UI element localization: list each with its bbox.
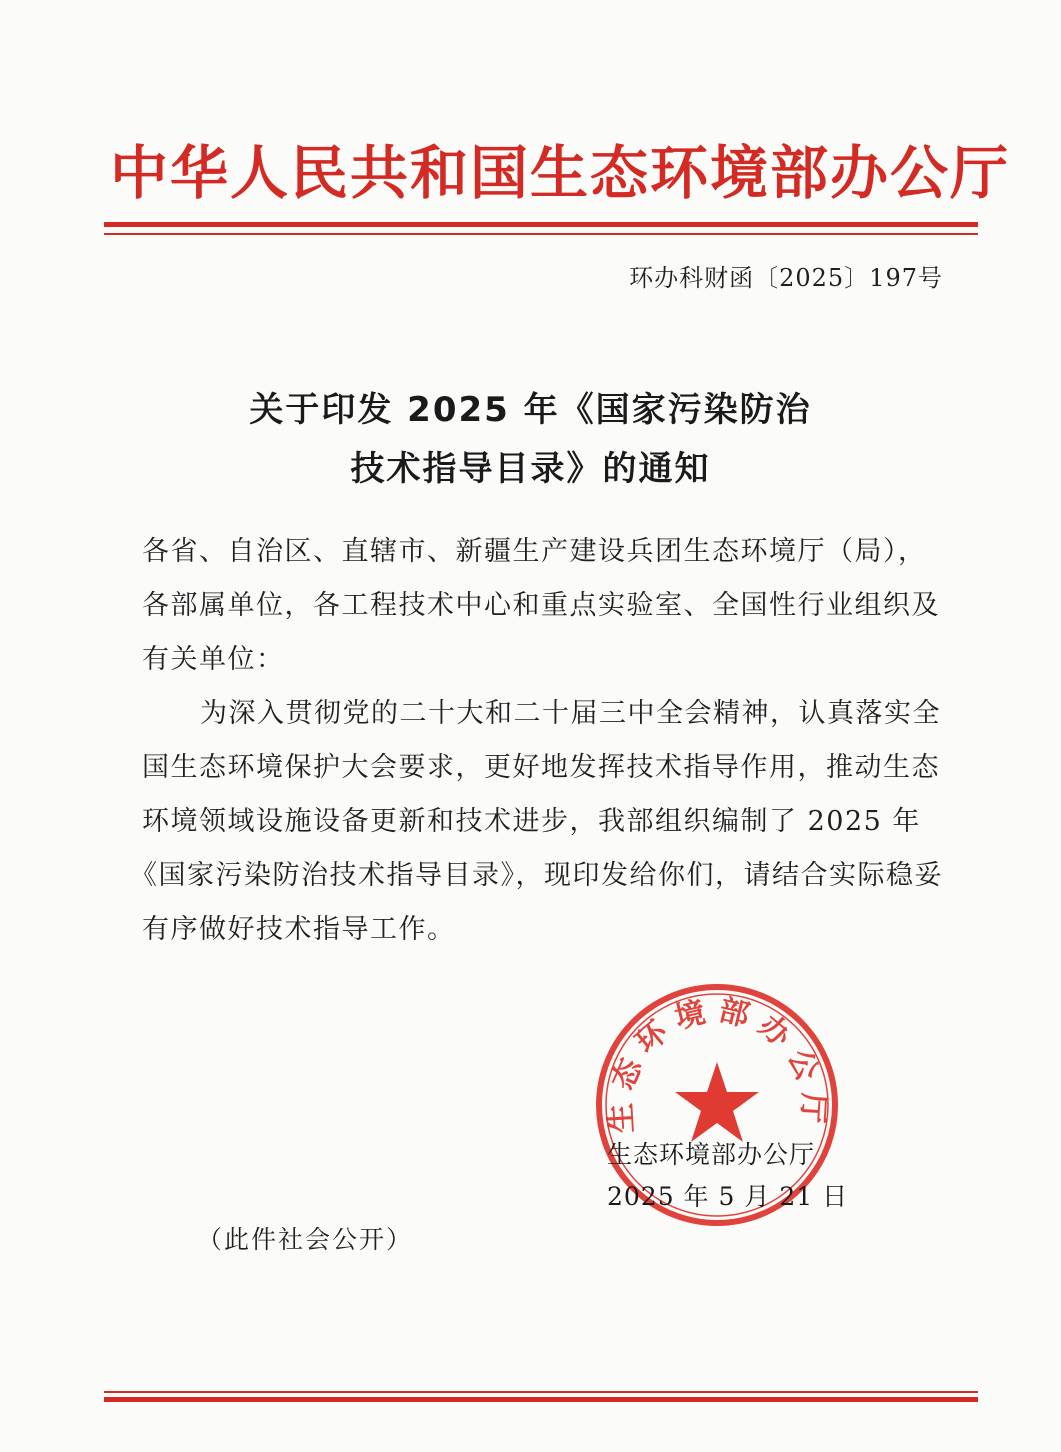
header-rule-thick (104, 222, 978, 227)
body-paragraph-line: 为深入贯彻党的二十大和二十届三中全会精神，认真落实全 (200, 698, 941, 729)
star-icon (675, 1062, 759, 1142)
document-title-line-1: 关于印发 2025 年《国家污染防治 (249, 390, 812, 430)
document-number: 环办科财函〔2025〕197号 (629, 264, 943, 292)
recipients-line: 有关单位： (142, 644, 285, 675)
body-paragraph-line: 有序做好技术指导工作。 (142, 914, 456, 945)
recipients-line: 各部属单位，各工程技术中心和重点实验室、全国性行业组织及 (142, 590, 940, 621)
svg-text:生态环境部办公厅: 生态环境部办公厅 (603, 992, 831, 1135)
signature-date: 2025 年 5 月 21 日 (607, 1182, 849, 1211)
header-rule-thin (104, 233, 978, 235)
recipients-line: 各省、自治区、直辖市、新疆生产建设兵团生态环境厅（局）， (142, 536, 927, 567)
body-paragraph-line: 国生态环境保护大会要求，更好地发挥技术指导作用，推动生态 (142, 752, 940, 783)
body-paragraph-line: 《国家污染防治技术指导目录》，现印发给你们，请结合实际稳妥 (130, 860, 943, 891)
issuer-header: 中华人民共和国生态环境部办公厅 (110, 139, 1011, 207)
public-notice: （此件社会公开） (197, 1225, 414, 1254)
footer-rule-thin (104, 1391, 978, 1393)
body-paragraph-line: 环境领域设施设备更新和技术进步，我部组织编制了 2025 年 (142, 806, 921, 837)
footer-rule-thick (104, 1397, 978, 1402)
signature-issuer: 生态环境部办公厅 (607, 1140, 816, 1169)
document-title-line-2: 技术指导目录》的通知 (350, 449, 711, 489)
